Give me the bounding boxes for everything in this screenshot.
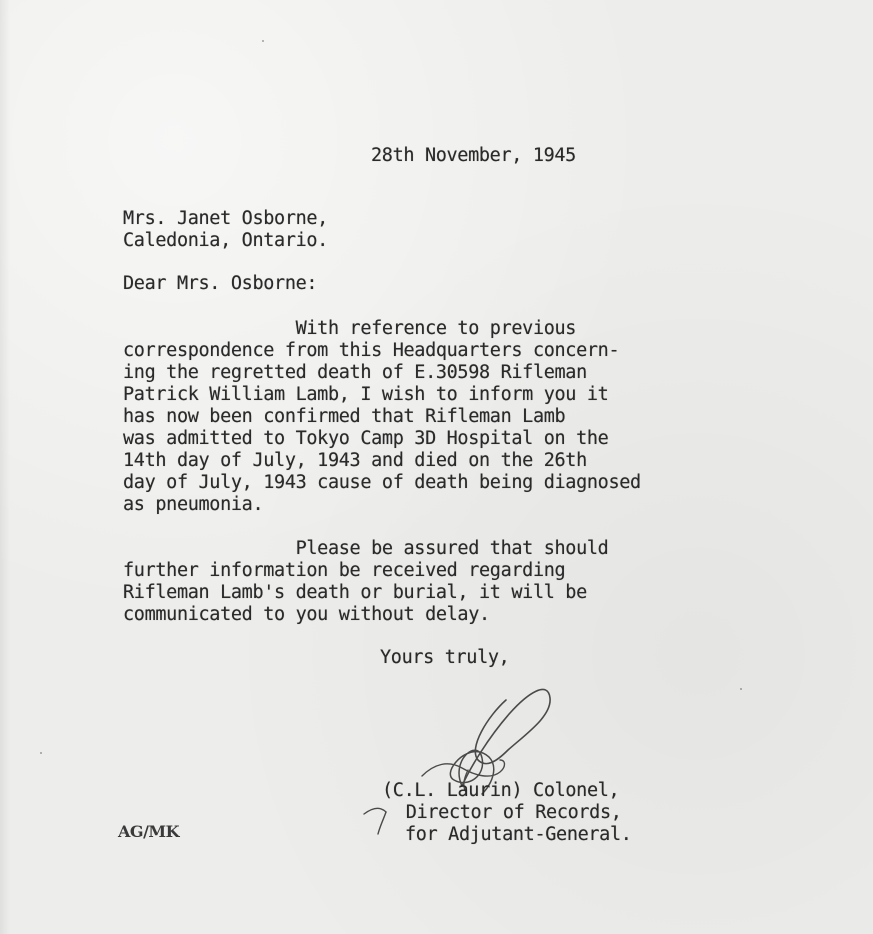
page-edge-shadow [0,0,10,934]
reference-initials: AG/MK [118,822,180,841]
signature-block-line: (C.L. Laurin) Colonel, [382,780,620,801]
salutation: Dear Mrs. Osborne: [123,273,318,294]
signature-block-line: for Adjutant-General. [405,824,632,845]
paragraph2-line: communicated to you without delay. [123,604,490,625]
signature-block-line: Director of Records, [395,802,622,823]
paragraph2-line: further information be received regarding [123,560,566,581]
address-line-name: Mrs. Janet Osborne, [123,208,328,229]
paper-speck [40,752,42,754]
letter-date: 28th November, 1945 [371,145,576,166]
paper-speck [740,688,742,690]
paragraph1-line: 14th day of July, 1943 and died on the 26th [123,450,587,471]
paper-speck [262,40,264,42]
paragraph1-line: With reference to previous [123,318,577,339]
paragraph1-line: Patrick William Lamb, I wish to inform you it [123,384,609,405]
paragraph1-line: day of July, 1943 cause of death being diagnosed [123,472,641,493]
paragraph1-line: has now been confirmed that Rifleman Lamb [123,406,566,427]
paragraph2-line: Please be assured that should [123,538,609,559]
paragraph1-line: was admitted to Tokyo Camp 3D Hospital on the [123,428,609,449]
closing: Yours truly, [380,647,510,668]
paragraph1-line: correspondence from this Headquarters concern- [123,340,620,361]
paragraph1-line: as pneumonia. [123,494,264,515]
address-line-location: Caledonia, Ontario. [123,230,328,251]
paragraph1-line: ing the regretted death of E.30598 Rifleman [123,362,587,383]
paragraph2-line: Rifleman Lamb's death or burial, it will be [123,582,587,603]
